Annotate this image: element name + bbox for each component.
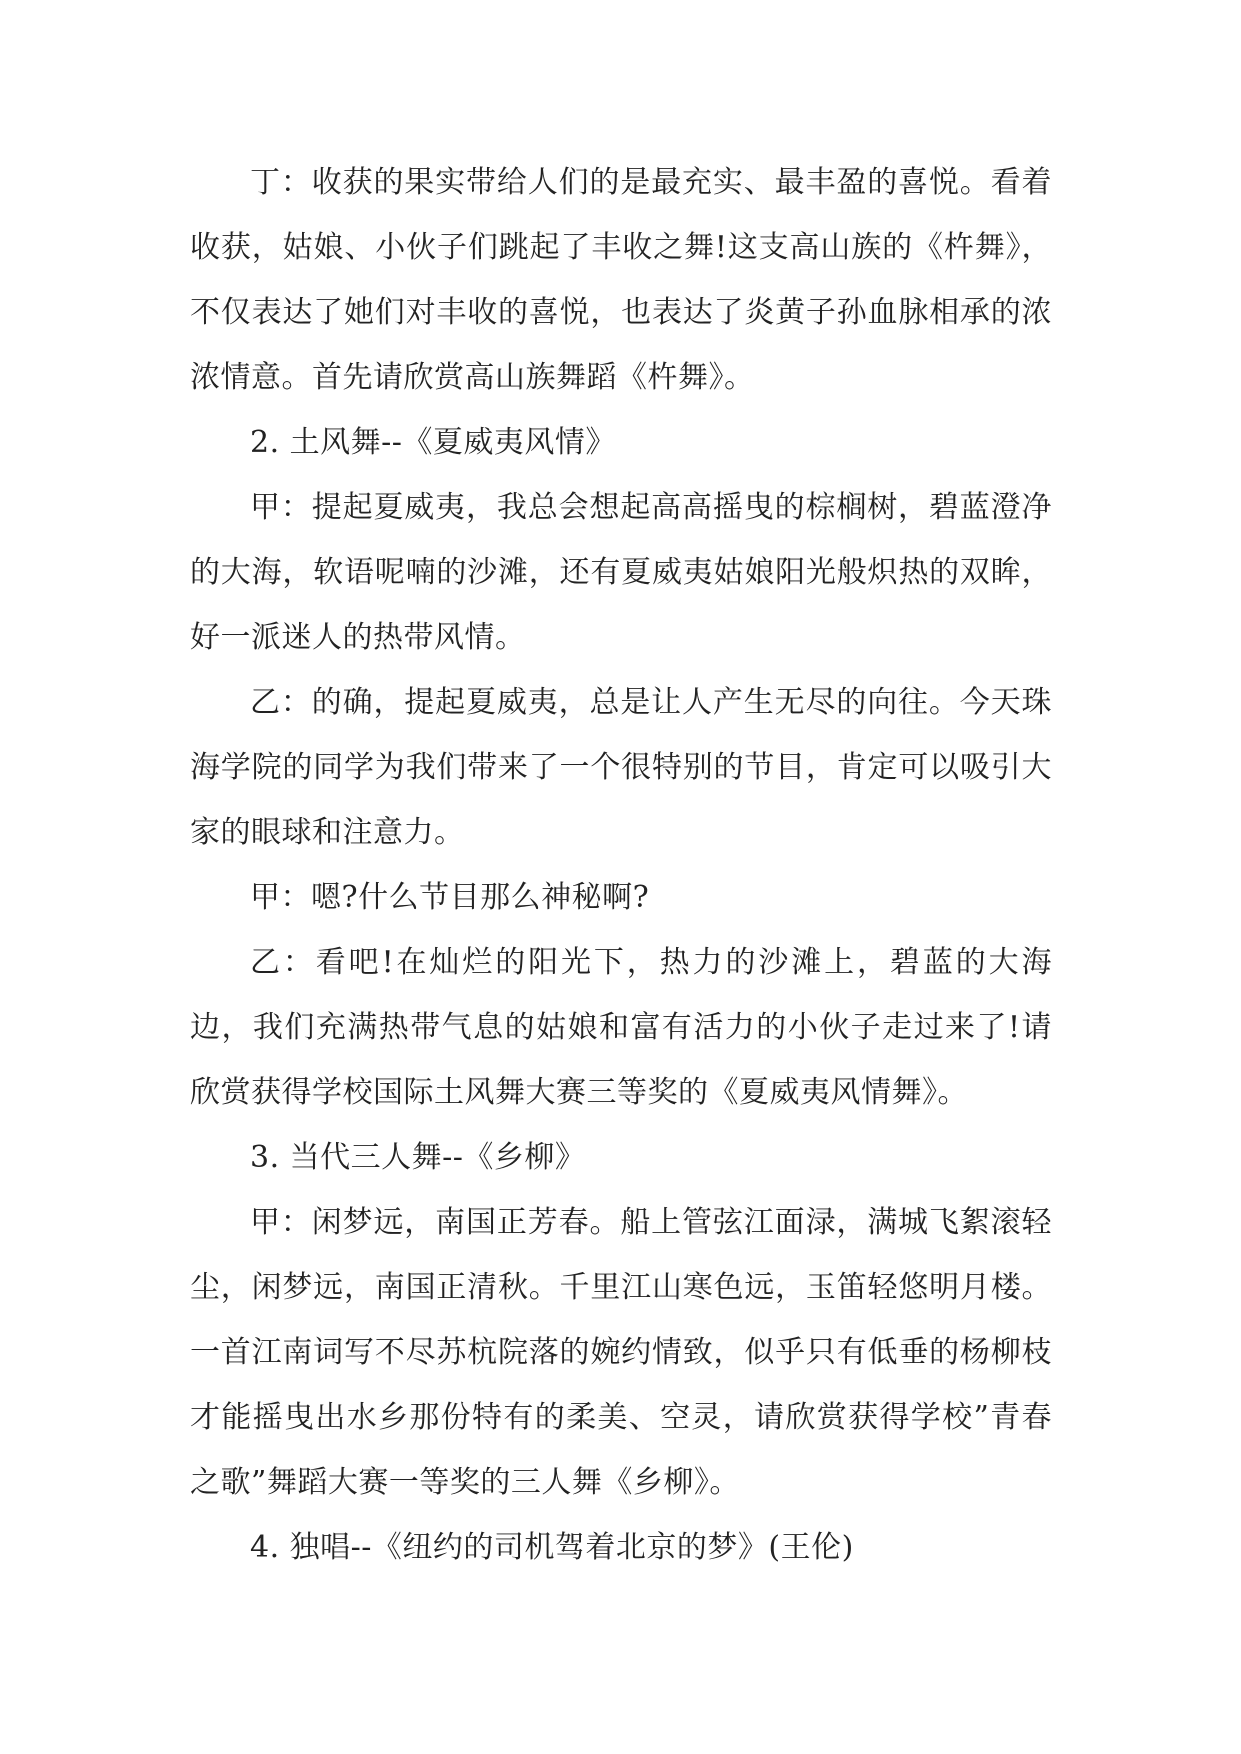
- program-heading-xiangliu: 3. 当代三人舞--《乡柳》: [250, 1140, 586, 1175]
- program-heading-hawaii: 2. 土风舞--《夏威夷风情》: [250, 425, 616, 460]
- paragraph-jia-xiangliu: 甲：闲梦远，南国正芳春。船上管弦江面渌，满城飞絮滚轻尘，闲梦远，南国正清秋。千里江山寒色远，玉笛轻悠明月楼。一首江南词写不尽苏杭院落的婉约情致，似乎只有低垂的杨柳枝才能摇曳出水乡那份特有的柔美、空灵，请欣赏获得学校”青春之歌”舞蹈大赛一等奖的三人舞《乡柳》。: [190, 1205, 1052, 1500]
- paragraph-jia-hawaii: 甲：提起夏威夷，我总会想起高高摇曳的棕榈树，碧蓝澄净的大海，软语呢喃的沙滩，还有夏威夷姑娘阳光般炽热的双眸，好一派迷人的热带风情。: [190, 490, 1052, 655]
- paragraph-jia-question: 甲：嗯?什么节目那么神秘啊?: [250, 880, 650, 915]
- paragraph-harvest-dance: 丁：收获的果实带给人们的是最充实、最丰盈的喜悦。看着收获，姑娘、小伙子们跳起了丰收之舞!这支高山族的《杵舞》，不仅表达了她们对丰收的喜悦，也表达了炎黄子孙血脉相承的浓浓情意。首先请欣赏高山族舞蹈《杵舞》。: [190, 165, 1052, 395]
- document-body: [190, 150, 1052, 1580]
- paragraph-yi-intro: 乙：看吧!在灿烂的阳光下，热力的沙滩上，碧蓝的大海边，我们充满热带气息的姑娘和富有活力的小伙子走过来了!请欣赏获得学校国际土风舞大赛三等奖的《夏威夷风情舞》。: [190, 945, 1052, 1110]
- program-heading-solo: 4. 独唱--《纽约的司机驾着北京的梦》(王伦): [250, 1530, 854, 1565]
- paragraph-yi-hawaii: 乙：的确，提起夏威夷，总是让人产生无尽的向往。今天珠海学院的同学为我们带来了一个很特别的节目，肯定可以吸引大家的眼球和注意力。: [190, 685, 1052, 850]
